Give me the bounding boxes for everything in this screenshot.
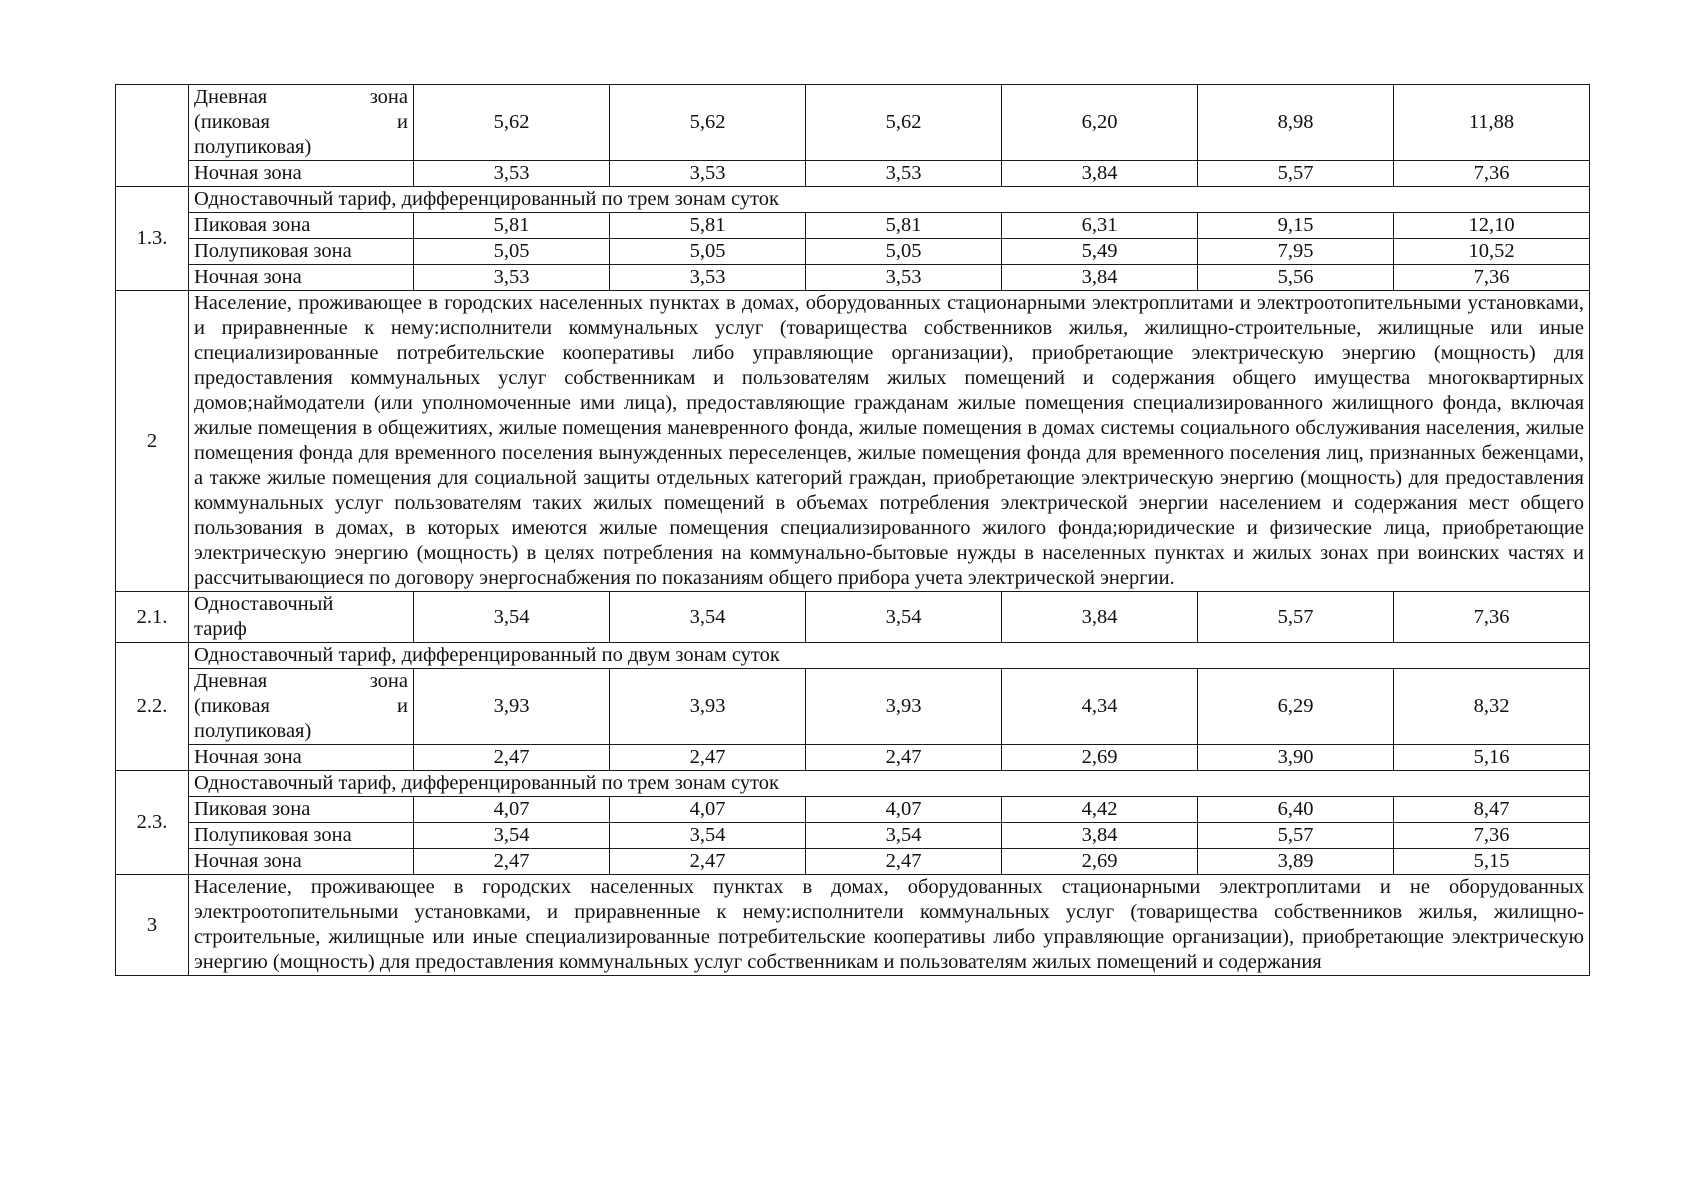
value-cell: 7,36 — [1394, 265, 1590, 291]
value-cell: 7,95 — [1198, 239, 1394, 265]
category-description: Население, проживающее в городских населенных пунктах в домах, оборудованных стационарными электроплитами и электроотопительными установками, и приравненные к нему:исполнители коммунальных услуг (товарищества собственников жилья, жилищно-строительные, жилищные или иные специализированные потребительские кооперативы либо управляющие организации), приобретающие электрическую энергию (мощность) для предоставления коммунальных услуг собственникам и пользователям жилых помещений и содержания общего имущества многоквартирных домов;наймодатели (или уполномоченные ими лица), предоставляющие гражданам жилые помещения специализированного жилищного фонда, включая жилые помещения в общежитиях, жилые помещения маневренного фонда, жилые помещения в домах системы социального обслуживания населения, жилые помещения фонда для временного поселения вынужденных переселенцев, жилые помещения фонда для временного поселения лиц, признанных беженцами, а также жилые помещения для социальной защиты отдельных категорий граждан, приобретающие электрическую энергию (мощность) для предоставления коммунальных услуг пользователям таких жилых помещений в объемах потребления электрической энергии населением и содержания мест общего пользования в домах, в которых имеются жилые помещения специализированного жилого фонда;юридические и физические лица, приобретающие электрическую энергию (мощность) в целях потребления на коммунально-бытовые нужды в населенных пунктах и жилых зонах при воинских частях и рассчитывающиеся по договору энергоснабжения по показаниям общего прибора учета электрической энергии. — [189, 291, 1590, 592]
value-cell: 8,47 — [1394, 797, 1590, 823]
value-cell: 3,93 — [806, 669, 1002, 745]
value-cell: 3,90 — [1198, 745, 1394, 771]
value-cell: 2,47 — [610, 849, 806, 875]
value-cell: 8,32 — [1394, 669, 1590, 745]
section-header: Одноставочный тариф, дифференцированный по двум зонам суток — [189, 643, 1590, 669]
value-cell: 2,47 — [806, 849, 1002, 875]
value-cell: 10,52 — [1394, 239, 1590, 265]
value-cell: 3,53 — [414, 265, 610, 291]
category-description: Население, проживающее в городских населенных пунктах в домах, оборудованных стационарными электроплитами и не оборудованных электроотопительными установками, и приравненные к нему:исполнители коммунальных услуг (товарищества собственников жилья, жилищно-строительные, жилищные или иные специализированные потребительские кооперативы либо управляющие организации), приобретающие электрическую энергию (мощность) для предоставления коммунальных услуг собственникам и пользователям жилых помещений и содержания — [189, 875, 1590, 976]
value-cell: 4,07 — [414, 797, 610, 823]
row-label: Ночная зона — [189, 161, 414, 187]
value-cell: 5,62 — [414, 85, 610, 161]
table-row — [116, 239, 1590, 265]
value-cell: 5,81 — [806, 213, 1002, 239]
row-label: Дневная зона (пиковая и полупиковая) — [189, 669, 414, 745]
value-cell: 5,49 — [1002, 239, 1198, 265]
value-cell: 6,29 — [1198, 669, 1394, 745]
value-cell: 3,84 — [1002, 592, 1198, 643]
value-cell: 2,47 — [414, 745, 610, 771]
table-row — [116, 849, 1590, 875]
row-label: Дневная зона (пиковая и полупиковая) — [189, 85, 414, 161]
value-cell: 5,81 — [414, 213, 610, 239]
table-row — [116, 745, 1590, 771]
value-cell: 6,20 — [1002, 85, 1198, 161]
value-cell: 7,36 — [1394, 592, 1590, 643]
value-cell: 3,53 — [806, 161, 1002, 187]
value-cell: 3,54 — [806, 823, 1002, 849]
row-number: 2.2. — [116, 643, 189, 771]
value-cell: 6,31 — [1002, 213, 1198, 239]
row-number: 2.1. — [116, 592, 189, 643]
value-cell: 5,62 — [610, 85, 806, 161]
table-row — [116, 265, 1590, 291]
value-cell: 5,16 — [1394, 745, 1590, 771]
value-cell: 6,40 — [1198, 797, 1394, 823]
value-cell: 4,07 — [610, 797, 806, 823]
value-cell: 5,57 — [1198, 592, 1394, 643]
table-row — [116, 823, 1590, 849]
table-row — [116, 643, 1590, 669]
tariff-table — [115, 84, 1590, 976]
row-label: Ночная зона — [189, 745, 414, 771]
row-label: Пиковая зона — [189, 213, 414, 239]
value-cell: 4,42 — [1002, 797, 1198, 823]
value-cell: 5,57 — [1198, 161, 1394, 187]
value-cell: 3,54 — [806, 592, 1002, 643]
value-cell: 5,05 — [806, 239, 1002, 265]
value-cell: 2,47 — [806, 745, 1002, 771]
row-label: Ночная зона — [189, 849, 414, 875]
row-label: Полупиковая зона — [189, 239, 414, 265]
row-number — [116, 85, 189, 187]
table-row — [116, 85, 1590, 161]
value-cell: 3,53 — [610, 161, 806, 187]
table-row — [116, 161, 1590, 187]
table-row — [116, 213, 1590, 239]
row-number: 2.3. — [116, 771, 189, 875]
value-cell: 3,84 — [1002, 161, 1198, 187]
value-cell: 8,98 — [1198, 85, 1394, 161]
value-cell: 3,93 — [610, 669, 806, 745]
value-cell: 2,47 — [610, 745, 806, 771]
table-row — [116, 187, 1590, 213]
row-number: 1.3. — [116, 187, 189, 291]
value-cell: 5,81 — [610, 213, 806, 239]
table-row — [116, 592, 1590, 643]
value-cell: 3,53 — [610, 265, 806, 291]
value-cell: 11,88 — [1394, 85, 1590, 161]
value-cell: 5,62 — [806, 85, 1002, 161]
value-cell: 3,53 — [414, 161, 610, 187]
value-cell: 3,54 — [414, 823, 610, 849]
value-cell: 3,84 — [1002, 265, 1198, 291]
value-cell: 5,57 — [1198, 823, 1394, 849]
table-row — [116, 669, 1590, 745]
value-cell: 2,47 — [414, 849, 610, 875]
value-cell: 9,15 — [1198, 213, 1394, 239]
value-cell: 3,53 — [806, 265, 1002, 291]
value-cell: 3,54 — [610, 823, 806, 849]
value-cell: 4,07 — [806, 797, 1002, 823]
value-cell: 3,84 — [1002, 823, 1198, 849]
value-cell: 3,54 — [414, 592, 610, 643]
value-cell: 2,69 — [1002, 849, 1198, 875]
value-cell: 3,93 — [414, 669, 610, 745]
value-cell: 5,15 — [1394, 849, 1590, 875]
table-row — [116, 875, 1590, 976]
row-number: 3 — [116, 875, 189, 976]
value-cell: 5,05 — [414, 239, 610, 265]
value-cell: 3,54 — [610, 592, 806, 643]
value-cell: 5,56 — [1198, 265, 1394, 291]
section-header: Одноставочный тариф, дифференцированный по трем зонам суток — [189, 187, 1590, 213]
table-row — [116, 797, 1590, 823]
value-cell: 12,10 — [1394, 213, 1590, 239]
table-row — [116, 771, 1590, 797]
table-row — [116, 291, 1590, 592]
section-header: Одноставочный тариф, дифференцированный по трем зонам суток — [189, 771, 1590, 797]
row-label: Полупиковая зона — [189, 823, 414, 849]
value-cell: 4,34 — [1002, 669, 1198, 745]
value-cell: 2,69 — [1002, 745, 1198, 771]
row-label: Ночная зона — [189, 265, 414, 291]
value-cell: 7,36 — [1394, 161, 1590, 187]
value-cell: 5,05 — [610, 239, 806, 265]
value-cell: 7,36 — [1394, 823, 1590, 849]
row-number: 2 — [116, 291, 189, 592]
value-cell: 3,89 — [1198, 849, 1394, 875]
row-label: Одноставочный тариф — [189, 592, 414, 643]
row-label: Пиковая зона — [189, 797, 414, 823]
